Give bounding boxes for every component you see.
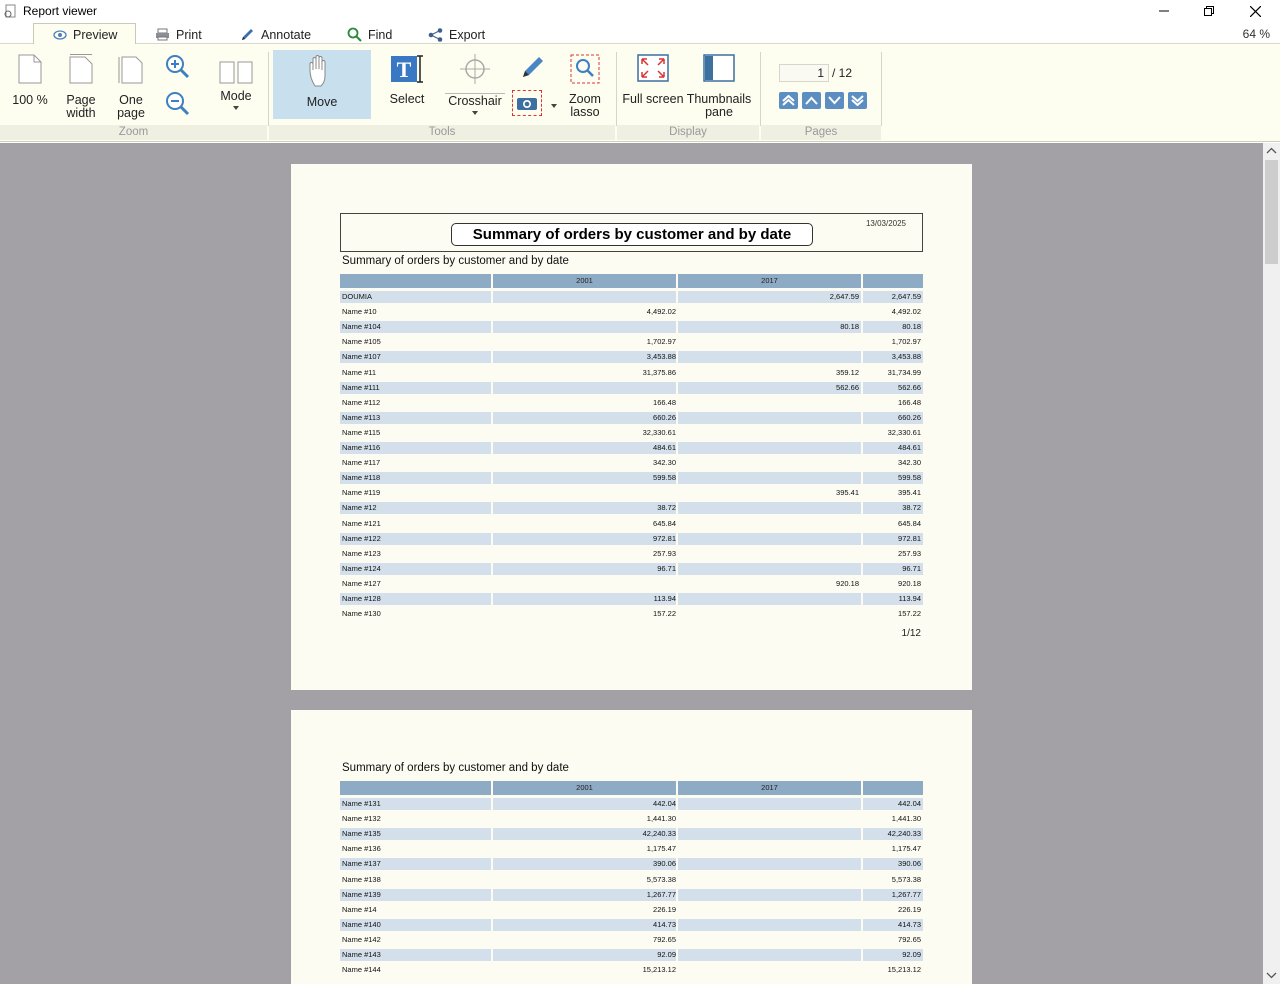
value-2001-cell: 42,240.33 — [642, 829, 676, 839]
table-row — [340, 842, 923, 856]
total-cell: 31,734.99 — [887, 367, 921, 377]
value-2017-cell: 395.41 — [836, 488, 859, 498]
value-2017-cell: 920.18 — [836, 578, 859, 588]
customer-name-cell: Name #143 — [342, 950, 381, 959]
value-2017-cell: 562.66 — [836, 382, 859, 392]
table-row — [340, 562, 923, 576]
value-2001-cell: 96.71 — [657, 563, 676, 573]
vertical-scrollbar[interactable] — [1263, 143, 1280, 984]
pencil-icon — [240, 28, 255, 42]
value-2017-cell — [678, 426, 859, 440]
value-2017-cell — [678, 517, 859, 531]
chevron-down-icon — [233, 106, 239, 110]
table-row — [340, 903, 923, 917]
value-2001-cell: 157.22 — [653, 609, 676, 619]
search-icon — [347, 27, 362, 42]
customer-name-cell: Name #137 — [342, 859, 381, 869]
page-width-icon — [69, 54, 93, 84]
table-row — [340, 517, 923, 531]
customer-name-cell: Name #111 — [342, 382, 380, 392]
column-header-total — [863, 781, 923, 795]
close-icon — [1250, 6, 1261, 17]
column-header-name — [340, 274, 491, 288]
share-icon — [428, 28, 443, 42]
total-cell: 166.48 — [898, 397, 921, 407]
value-2001-cell — [493, 486, 676, 500]
tab-export[interactable] — [418, 24, 495, 45]
full-screen-icon — [637, 54, 669, 82]
customer-name-cell: Name #139 — [342, 889, 381, 899]
total-cell: 972.81 — [898, 533, 921, 543]
mode-button[interactable]: Mode — [212, 60, 260, 110]
table-row — [340, 933, 923, 947]
value-2017-cell — [678, 797, 859, 811]
group-label-pages: Pages — [761, 125, 881, 140]
table-row — [340, 290, 923, 304]
customer-name-cell: Name #144 — [342, 965, 381, 975]
value-2017-cell — [678, 873, 859, 887]
value-2001-cell: 414.73 — [653, 919, 676, 929]
customer-name-cell: Name #105 — [342, 337, 381, 347]
close-button[interactable] — [1232, 0, 1278, 22]
value-2001-cell: 972.81 — [653, 533, 676, 543]
value-2017-cell: 80.18 — [840, 322, 859, 332]
scrollbar-thumb[interactable] — [1265, 160, 1278, 264]
total-cell: 1,702.97 — [891, 337, 921, 347]
snapshot-dropdown-icon[interactable] — [551, 104, 557, 108]
value-2001-cell: 4,492.02 — [646, 307, 676, 317]
display-group — [617, 50, 759, 142]
camera-icon — [516, 95, 538, 111]
value-2017-cell — [678, 532, 859, 546]
customer-name-cell: Name #14 — [342, 904, 377, 914]
customer-name-cell: Name #112 — [342, 397, 381, 407]
table-row — [340, 501, 923, 515]
value-2001-cell: 1,175.47 — [646, 844, 676, 854]
table-row — [340, 812, 923, 826]
table-row — [340, 532, 923, 546]
total-cell: 257.93 — [898, 548, 921, 558]
total-cell: 92.09 — [902, 950, 921, 959]
value-2001-cell: 113.94 — [653, 594, 676, 603]
report-date: 13/03/2025 — [865, 219, 906, 228]
restore-icon — [1204, 6, 1214, 16]
window-title: Report viewer — [23, 4, 98, 18]
total-cell: 38.72 — [902, 503, 921, 513]
value-2017-cell — [678, 933, 859, 947]
column-header-2017: 2017 — [678, 274, 861, 288]
table-subtitle: Summary of orders by customer and by date — [342, 255, 569, 267]
total-cell: 15,213.12 — [887, 965, 921, 975]
total-cell: 660.26 — [898, 412, 921, 422]
value-2017-cell — [678, 857, 859, 871]
eye-icon — [53, 30, 67, 40]
value-2017-cell — [678, 592, 859, 606]
customer-name-cell: Name #115 — [342, 427, 381, 437]
tab-preview[interactable] — [33, 23, 136, 45]
value-2017-cell — [678, 411, 859, 425]
table-row — [340, 918, 923, 932]
customer-name-cell: Name #128 — [342, 594, 381, 603]
group-label-display: Display — [617, 125, 759, 140]
value-2017-cell — [678, 335, 859, 349]
value-2001-cell: 32,330.61 — [642, 427, 676, 437]
value-2017-cell — [678, 842, 859, 856]
total-cell: 562.66 — [898, 382, 921, 392]
snapshot-button[interactable] — [512, 90, 542, 116]
value-2017-cell — [678, 547, 859, 561]
table-row — [340, 350, 923, 364]
table-row — [340, 486, 923, 500]
total-cell: 414.73 — [898, 919, 921, 929]
annotate-pen-icon[interactable] — [520, 54, 546, 80]
value-2017-cell: 359.12 — [836, 367, 859, 377]
total-cell: 3,453.88 — [891, 352, 921, 362]
table-row — [340, 857, 923, 871]
previous-page-button[interactable] — [802, 92, 821, 109]
page-number: 1/12 — [901, 628, 921, 639]
value-2017-cell — [678, 441, 859, 455]
thumbnails-pane-icon — [703, 54, 735, 82]
customer-name-cell: Name #132 — [342, 814, 381, 824]
value-2017-cell — [678, 350, 859, 364]
tab-label: Find — [368, 27, 393, 42]
value-2017-cell — [678, 963, 859, 977]
customer-name-cell: Name #136 — [342, 844, 381, 854]
group-label-tools: Tools — [269, 125, 615, 140]
table-row — [340, 963, 923, 977]
value-2001-cell: 3,453.88 — [646, 352, 676, 362]
customer-name-cell: Name #104 — [342, 322, 381, 332]
value-2017-cell — [678, 918, 859, 932]
table-row — [340, 366, 923, 380]
tab-annotate[interactable] — [230, 24, 321, 45]
total-cell: 395.41 — [898, 488, 921, 498]
hand-icon — [307, 54, 337, 88]
customer-name-cell: DOUMIA — [342, 292, 372, 301]
table-row — [340, 827, 923, 841]
value-2017-cell — [678, 607, 859, 621]
column-header-2001: 2001 — [493, 274, 676, 288]
value-2017-cell — [678, 827, 859, 841]
total-cell: 226.19 — [898, 904, 921, 914]
customer-name-cell: Name #124 — [342, 563, 381, 573]
current-page-input[interactable]: 1 — [779, 64, 829, 82]
table-row — [340, 320, 923, 334]
table-row — [340, 411, 923, 425]
value-2001-cell — [493, 290, 676, 304]
chevron-down-icon — [472, 111, 478, 115]
zoom-lasso-button[interactable]: Zoom lasso — [564, 54, 606, 119]
tools-group — [269, 50, 615, 142]
report-page-2 — [291, 710, 972, 984]
customer-name-cell: Name #130 — [342, 609, 381, 619]
customer-name-cell: Name #11 — [342, 367, 377, 377]
zoom-100-button[interactable]: 100 % — [8, 54, 52, 107]
total-cell: 442.04 — [898, 799, 921, 808]
total-cell: 96.71 — [902, 563, 921, 573]
value-2001-cell: 92.09 — [657, 950, 676, 959]
value-2001-cell: 390.06 — [653, 859, 676, 869]
value-2017-cell — [678, 948, 859, 962]
chevron-up-icon — [805, 96, 818, 105]
ribbon-tab-bar — [0, 22, 1280, 44]
value-2001-cell: 38.72 — [657, 503, 676, 513]
zoom-out-icon[interactable] — [165, 91, 191, 117]
total-cell: 80.18 — [902, 322, 921, 332]
tab-label: Export — [449, 27, 486, 42]
value-2001-cell: 442.04 — [653, 799, 676, 808]
double-chevron-up-icon — [782, 95, 795, 106]
value-2001-cell: 792.65 — [653, 934, 676, 944]
book-pages-icon — [219, 60, 253, 84]
total-cell: 1,441.30 — [891, 814, 921, 824]
select-tool-button[interactable]: T Select — [381, 54, 433, 106]
value-2017-cell — [678, 471, 859, 485]
tab-label: Preview — [73, 27, 118, 42]
table-subtitle: Summary of orders by customer and by date — [342, 762, 569, 774]
customer-name-cell: Name #12 — [342, 503, 377, 513]
total-cell: 32,330.61 — [887, 427, 921, 437]
value-2017-cell — [678, 562, 859, 576]
tab-find[interactable] — [337, 24, 402, 45]
customer-name-cell: Name #142 — [342, 934, 381, 944]
table-row — [340, 607, 923, 621]
value-2017-cell — [678, 396, 859, 410]
customer-name-cell: Name #138 — [342, 874, 381, 884]
column-header-name — [340, 781, 491, 795]
report-viewer-area[interactable] — [0, 143, 1263, 984]
value-2001-cell: 484.61 — [653, 443, 676, 452]
customer-name-cell: Name #117 — [342, 458, 381, 468]
total-cell: 4,492.02 — [891, 307, 921, 317]
customer-name-cell: Name #122 — [342, 533, 381, 543]
zoom-in-icon[interactable] — [165, 54, 191, 80]
customer-name-cell: Name #10 — [342, 307, 377, 317]
customer-name-cell: Name #127 — [342, 578, 381, 588]
value-2001-cell: 599.58 — [653, 473, 676, 483]
table-row — [340, 592, 923, 606]
report-title: Summary of orders by customer and by date — [451, 223, 813, 246]
tab-label: Annotate — [261, 27, 312, 42]
next-page-button[interactable] — [825, 92, 844, 109]
ribbon-panel — [0, 44, 1280, 142]
total-cell: 645.84 — [898, 518, 921, 528]
report-page-1 — [291, 164, 972, 690]
total-cell: 390.06 — [898, 859, 921, 869]
table-row — [340, 888, 923, 902]
crosshair-icon — [459, 54, 491, 84]
move-tool-button[interactable]: Move — [273, 50, 371, 119]
value-2001-cell — [493, 381, 676, 395]
table-row — [340, 441, 923, 455]
customer-name-cell: Name #113 — [342, 412, 381, 422]
total-cell: 42,240.33 — [887, 829, 921, 839]
total-cell: 2,647.59 — [891, 292, 921, 301]
svg-text:T: T — [396, 57, 412, 82]
last-page-button[interactable] — [848, 92, 867, 109]
total-cell: 920.18 — [898, 578, 921, 588]
text-select-icon — [389, 54, 425, 84]
table-row — [340, 577, 923, 591]
value-2001-cell: 645.84 — [653, 518, 676, 528]
customer-name-cell: Name #123 — [342, 548, 381, 558]
minimize-button[interactable] — [1141, 0, 1187, 22]
zoom-lasso-icon — [570, 54, 600, 84]
value-2017-cell — [678, 456, 859, 470]
full-screen-button[interactable]: Full screen — [619, 54, 687, 106]
thumbnails-pane-button[interactable]: Thumbnails pane — [685, 54, 753, 119]
total-cell: 1,267.77 — [891, 889, 921, 899]
customer-name-cell: Name #131 — [342, 799, 381, 808]
value-2017-cell — [678, 812, 859, 826]
value-2001-cell: 31,375.86 — [642, 367, 676, 377]
total-cell: 792.65 — [898, 934, 921, 944]
customer-name-cell: Name #118 — [342, 473, 381, 483]
chevron-down-icon — [828, 96, 841, 105]
zoom-group — [0, 50, 267, 142]
one-page-button[interactable]: One page — [108, 54, 154, 120]
double-chevron-down-icon — [851, 95, 864, 106]
group-label-zoom: Zoom — [0, 125, 267, 140]
scroll-up-icon[interactable] — [1266, 146, 1277, 157]
table-row — [340, 426, 923, 440]
column-header-2017: 2017 — [678, 781, 861, 795]
table-row — [340, 396, 923, 410]
total-cell: 599.58 — [898, 473, 921, 483]
total-cell: 5,573.38 — [891, 874, 921, 884]
customer-name-cell: Name #116 — [342, 443, 381, 452]
table-row — [340, 797, 923, 811]
total-cell: 157.22 — [898, 609, 921, 619]
value-2001-cell: 660.26 — [653, 412, 676, 422]
table-row — [340, 305, 923, 319]
value-2001-cell: 15,213.12 — [642, 965, 676, 975]
value-2017-cell — [678, 903, 859, 917]
page-width-button[interactable]: Page width — [58, 54, 104, 120]
table-row — [340, 547, 923, 561]
customer-name-cell: Name #135 — [342, 829, 381, 839]
page-icon — [18, 54, 42, 84]
table-row — [340, 456, 923, 470]
printer-icon — [155, 28, 170, 41]
minimize-icon — [1159, 6, 1169, 16]
value-2001-cell: 1,267.77 — [646, 889, 676, 899]
zoom-level-readout: 64 % — [1242, 27, 1270, 41]
value-2001-cell — [493, 577, 676, 591]
tab-print[interactable] — [145, 24, 212, 45]
table-row — [340, 873, 923, 887]
value-2001-cell: 1,702.97 — [646, 337, 676, 347]
restore-button[interactable] — [1186, 0, 1232, 22]
tab-label: Print — [176, 27, 202, 42]
customer-name-cell: Name #119 — [342, 488, 381, 498]
one-page-icon — [118, 54, 144, 84]
crosshair-tool-button[interactable]: Crosshair — [445, 54, 505, 115]
value-2001-cell: 257.93 — [653, 548, 676, 558]
value-2001-cell — [493, 320, 676, 334]
total-cell: 113.94 — [898, 594, 921, 603]
table-row — [340, 948, 923, 962]
value-2017-cell — [678, 501, 859, 515]
value-2001-cell: 226.19 — [653, 904, 676, 914]
column-header-total — [863, 274, 923, 288]
scroll-down-icon[interactable] — [1266, 970, 1277, 981]
value-2017-cell: 2,647.59 — [829, 292, 859, 301]
page-total: / 12 — [832, 66, 853, 80]
customer-name-cell: Name #107 — [342, 352, 381, 362]
customer-name-cell: Name #121 — [342, 518, 381, 528]
total-cell: 342.30 — [898, 458, 921, 468]
table-row — [340, 471, 923, 485]
first-page-button[interactable] — [779, 92, 798, 109]
value-2017-cell — [678, 888, 859, 902]
value-2001-cell: 1,441.30 — [646, 814, 676, 824]
report-app-icon — [4, 4, 18, 18]
value-2001-cell: 166.48 — [653, 397, 676, 407]
total-cell: 484.61 — [898, 443, 921, 452]
value-2001-cell: 342.30 — [653, 458, 676, 468]
table-row — [340, 381, 923, 395]
customer-name-cell: Name #140 — [342, 919, 381, 929]
value-2017-cell — [678, 305, 859, 319]
table-row — [340, 335, 923, 349]
value-2001-cell: 5,573.38 — [646, 874, 676, 884]
column-header-2001: 2001 — [493, 781, 676, 795]
total-cell: 1,175.47 — [891, 844, 921, 854]
group-separator — [881, 52, 882, 126]
report-header — [340, 213, 923, 252]
title-bar — [0, 0, 1280, 22]
